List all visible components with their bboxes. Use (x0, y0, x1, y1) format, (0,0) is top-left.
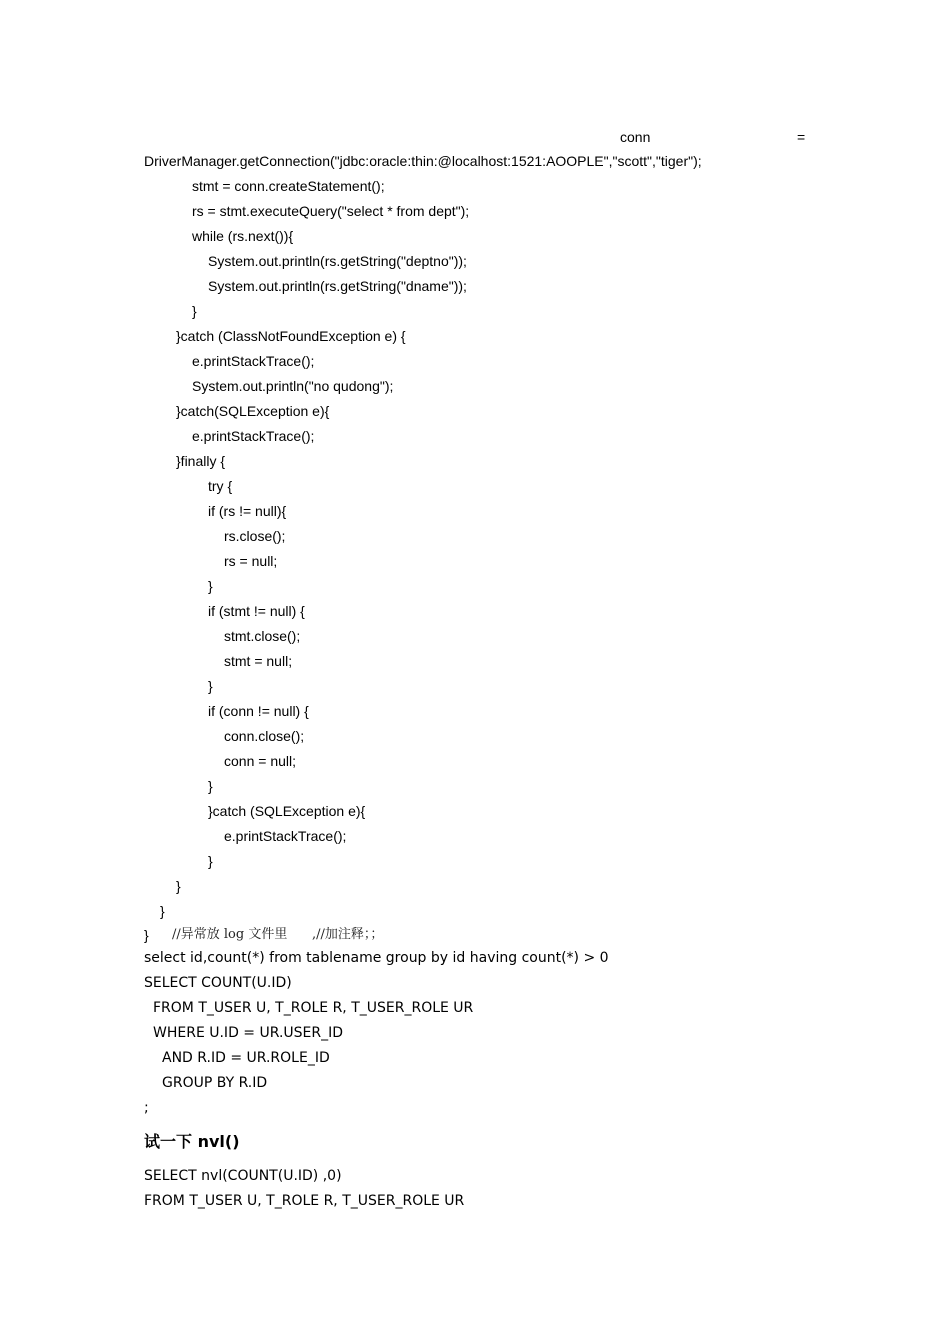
sql-line: ; (144, 1100, 149, 1116)
code-line: } (208, 853, 213, 869)
sql-line: SELECT COUNT(U.ID) (144, 975, 292, 991)
code-line: } (208, 578, 213, 594)
code-line: System.out.println("no qudong"); (192, 378, 394, 394)
code-line: System.out.println(rs.getString("deptno")); (208, 253, 467, 269)
code-line: System.out.println(rs.getString("dname")); (208, 278, 467, 294)
code-line: while (rs.next()){ (192, 228, 294, 244)
code-line: } (176, 878, 181, 894)
sql-line: select id,count(*) from tablename group by id having count(*) > 0 (144, 950, 609, 966)
code-line: stmt = conn.createStatement(); (192, 178, 385, 194)
sql-line: FROM T_USER U, T_ROLE R, T_USER_ROLE UR (153, 1000, 474, 1016)
section-heading (144, 1132, 240, 1152)
code-line: }catch(SQLException e){ (176, 403, 330, 419)
code-line: if (rs != null){ (208, 503, 287, 519)
code-closing-brace: } (144, 927, 149, 943)
code-line: }finally { (176, 453, 226, 469)
code-line: e.printStackTrace(); (192, 428, 315, 444)
code-line: if (conn != null) { (208, 703, 309, 719)
section-heading-keyword: nvl() (197, 1132, 240, 1151)
code-comment-annotate: ,//加注释；； (312, 927, 384, 942)
code-line: rs = null; (224, 553, 278, 569)
code-line: } (208, 678, 213, 694)
code-line: rs.close(); (224, 528, 286, 544)
sql-line: AND R.ID = UR.ROLE_ID (162, 1050, 330, 1066)
code-line: conn.close(); (224, 728, 305, 744)
code-line: }catch (ClassNotFoundException e) { (176, 328, 406, 344)
sql-line: GROUP BY R.ID (162, 1075, 268, 1091)
code-line: rs = stmt.executeQuery("select * from dept"); (192, 203, 470, 219)
code-conn-equals: = (797, 129, 806, 145)
sql-line: WHERE U.ID = UR.USER_ID (153, 1025, 344, 1041)
code-line: } (192, 303, 197, 319)
code-line: stmt = null; (224, 653, 293, 669)
code-line: } (160, 903, 165, 919)
code-line: DriverManager.getConnection("jdbc:oracle:thin:@localhost:1521:AOOPLE","scott","tiger"); (144, 153, 702, 169)
code-line: } (208, 778, 213, 794)
code-line: conn = null; (224, 753, 296, 769)
section-heading-prefix: 试一下 (144, 1132, 198, 1151)
sql-line: FROM T_USER U, T_ROLE R, T_USER_ROLE UR (144, 1193, 465, 1209)
code-line: stmt.close(); (224, 628, 301, 644)
code-line: try { (208, 478, 233, 494)
code-line: e.printStackTrace(); (224, 828, 347, 844)
code-line: if (stmt != null) { (208, 603, 305, 619)
code-comment-log: //异常放 log 文件里 (172, 927, 288, 942)
sql-line: SELECT nvl(COUNT(U.ID) ,0) (144, 1168, 342, 1184)
code-line: }catch (SQLException e){ (208, 803, 366, 819)
code-conn-word: conn (620, 129, 651, 145)
code-line: e.printStackTrace(); (192, 353, 315, 369)
